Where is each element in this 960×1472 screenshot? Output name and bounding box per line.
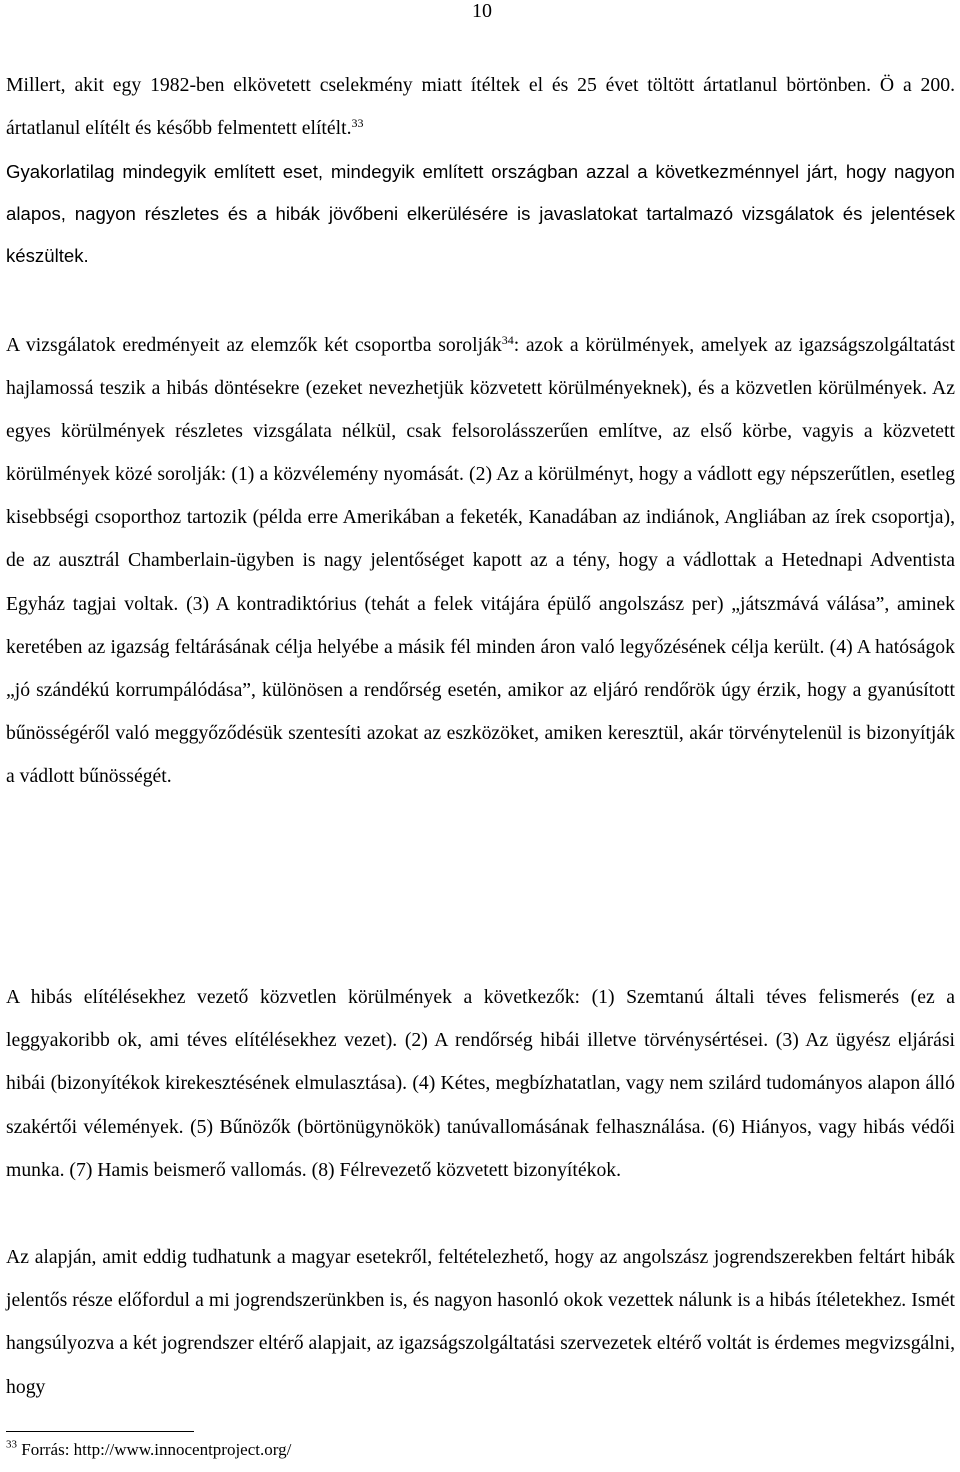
footnote-reference-33[interactable]: 33 <box>351 115 364 130</box>
footnote-33 <box>6 1439 291 1461</box>
paragraph-1-text: Millert, akit egy 1982-ben elkövetett cselekmény miatt ítéltek el és 25 évet töltött ártatlanul börtönben. Ö a 200. ártatlanul elítélt és később felmentett elítélt. <box>6 74 955 139</box>
footnote-text: Forrás: http://www.innocentproject.org/ <box>21 1440 292 1459</box>
paragraph-3-body: : azok a körülmények, amelyek az igazságszolgáltatást hajlamossá teszik a hibás döntésekre (ezeket nevezhetjük közvetett körülményeknek), és a közvetlen körülmények. Az egyes körülmények részletes vizsgálata nélkül, csak felsorolásszerűen említve, az első körbe, vagyis a közvetett körülmények közé sorolják: (1) a közvélemény nyomását. (2) Az a körülményt, hogy a vádlott egy népszerűtlen, esetleg kisebbségi csoporthoz tartozik (példa erre Amerikában a feketék, Kanadában az indiánok, Angliában az írek csoportja), de az ausztrál Chamberlain-ügyben is nagy jelentőséget kapott az a tény, hogy a vádlottak a Hetednapi Adventista Egyház tagjai voltak. (3) A kontradiktórius (tehát a felek vitájára épülő angolszász per) „játszmává válása”, aminek keretében az igazság feltárásának célja helyébe a másik fél minden áron való legyőzésének célja került. (4) A hatóságok „jó szándékú korrumpálódása”, különösen a rendőrség esetén, amikor az eljáró rendőrök úgy érzik, hogy a gyanúsított bűnösségéről való meggyőződésük szentesíti azokat az eszközöket, amiken keresztül, akár törvénytelenül is bizonyítják a vádlott bűnösségét. <box>6 334 956 787</box>
paragraph-3-intro: A vizsgálatok eredményeit az elemzők két csoportba sorolják <box>6 334 502 356</box>
paragraph-4: A hibás elítélésekhez vezető közvetlen körülmények a következők: (1) Szemtanú általi téves felismerés (ez a leggyakoribb ok, ami téves elítélésekhez vezet). (2) A rendőrség hibái illetve törvénysértései. (3) Az ügyész eljárási hibái (bizonyítékok kirekesztésének elmulasztása). (4) Kétes, megbízhatatlan, vagy nem szilárd tudományos alapon álló szakértői vélemények. (5) Bűnözők (börtönügynökök) tanúvallomásának felhasználása. (6) Hiányos, vagy hibás védői munka. (7) Hamis beismerő vallomás. (8) Félrevezető közvetett bizonyítékok. <box>6 986 955 1181</box>
footnote-number: 33 <box>6 1438 17 1451</box>
footnote-reference-34[interactable]: 34 <box>501 332 514 347</box>
paragraph-3 <box>6 324 955 798</box>
paragraph-2: Gyakorlatilag mindegyik említett eset, mindegyik említett országban azzal a következménnyel járt, hogy nagyon alapos, nagyon részletes és a hibák jövőbeni elkerülésére is javaslatokat tartalmazó vizsgálatok és jelentések készültek. <box>6 161 955 266</box>
page-number: 10 <box>472 0 492 22</box>
paragraph-5: Az alapján, amit eddig tudhatunk a magyar esetekről, feltételezhető, hogy az angolszász jogrendszerekben feltárt hibák jelentős része előfordul a mi jogrendszerünkben is, és nagyon hasonló okok vezettek nálunk is a hibás ítéletekhez. Ismét hangsúlyozva a két jogrendszer eltérő alapjait, az igazságszolgáltatási szervezetek eltérő voltát is érdemes megvizsgálni, hogy <box>6 1246 955 1398</box>
footnote-separator <box>6 1431 194 1432</box>
paragraph-1 <box>6 64 955 150</box>
